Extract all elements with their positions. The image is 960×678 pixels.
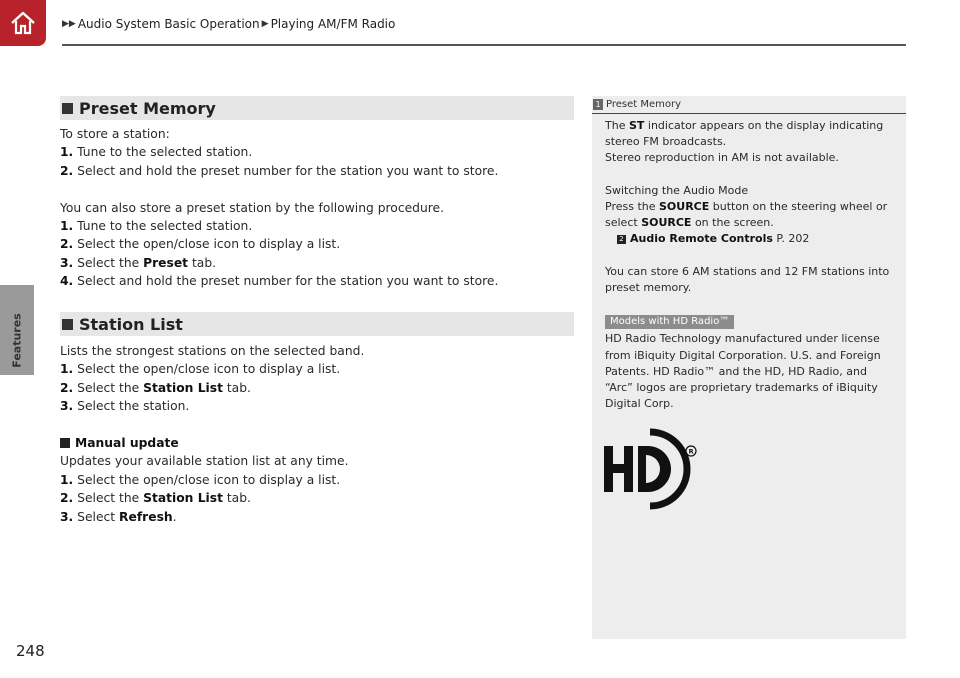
breadcrumb-item-audio-system[interactable]: Audio System Basic Operation — [77, 17, 260, 31]
home-icon — [8, 8, 38, 38]
step-item: 1. Select the open/close icon to display a list. — [60, 362, 341, 377]
section-heading-preset-memory — [60, 96, 574, 120]
note-text: Patents. HD Radio™ and the HD, HD Radio, and — [605, 364, 867, 378]
paragraph: Lists the strongest stations on the selected band. — [60, 344, 365, 358]
square-bullet-icon — [62, 103, 73, 114]
cross-reference-link[interactable]: 2 Audio Remote Controls P. 202 — [605, 231, 900, 247]
breadcrumb-item-am-fm-radio[interactable]: Playing AM/FM Radio — [270, 17, 396, 31]
step-item: 2. Select the Station List tab. — [60, 491, 251, 506]
step-item: 1. Tune to the selected station. — [60, 145, 253, 160]
note-text: Digital Corp. — [605, 397, 674, 411]
section-title: Preset Memory — [79, 98, 216, 118]
header-divider — [62, 44, 906, 46]
section-heading-station-list — [60, 312, 574, 336]
note-text: stereo FM broadcasts. — [605, 135, 727, 149]
step-item: 2. Select and hold the preset number for the station you want to store. — [60, 163, 499, 178]
square-bullet-icon — [60, 438, 70, 448]
note-text: Stereo reproduction in AM is not available. — [605, 151, 839, 165]
note-text: from iBiquity Digital Corporation. U.S. and Foreign — [605, 348, 881, 362]
square-bullet-icon — [62, 319, 73, 330]
breadcrumb — [62, 17, 395, 31]
home-button[interactable] — [0, 0, 46, 46]
step-item: 3. Select the Preset tab. — [60, 255, 217, 270]
breadcrumb-arrow-icon: ▶ — [261, 19, 269, 29]
station-list-body — [60, 342, 580, 526]
note-icon: 1 — [593, 99, 603, 110]
paragraph: Updates your available station list at any time. — [60, 454, 349, 469]
step-item: 1. Select the open/close icon to display a list. — [60, 472, 341, 487]
side-note-body — [605, 118, 900, 412]
side-note-heading: 1 Preset Memory — [592, 96, 906, 114]
svg-text:R: R — [688, 447, 694, 456]
note-text: select SOURCE on the screen. — [605, 216, 774, 230]
step-item: 2. Select the open/close icon to display a list. — [60, 237, 341, 252]
breadcrumb-arrow-icon: ▶▶ — [62, 19, 76, 29]
paragraph: You can also store a preset station by the following procedure. — [60, 200, 445, 215]
note-text: Press the SOURCE button on the steering wheel or — [605, 200, 888, 213]
cross-reference-icon: 2 — [617, 235, 626, 244]
section-title: Station List — [79, 314, 183, 334]
step-item: 4. Select and hold the preset number for the station you want to store. — [60, 274, 499, 289]
preset-memory-body — [60, 125, 580, 291]
note-text: Switching the Audio Mode — [605, 183, 749, 197]
models-badge: Models with HD Radio™ — [605, 315, 734, 329]
note-text: preset memory. — [605, 281, 692, 294]
step-item: 1. Tune to the selected station. — [60, 219, 253, 234]
step-item: 3. Select the station. — [60, 399, 190, 414]
note-text: HD Radio Technology manufactured under license — [605, 332, 880, 346]
hd-radio-logo — [602, 424, 702, 514]
chapter-tab-label: Features — [10, 312, 24, 368]
step-item: 3. Select Refresh. — [60, 509, 177, 524]
note-text: You can store 6 AM stations and 12 FM stations into — [605, 264, 890, 278]
paragraph: To store a station: — [60, 127, 170, 141]
note-text: The ST indicator appears on the display indicating — [605, 119, 884, 132]
page-number: 248 — [16, 642, 45, 660]
subheading-manual-update: Manual update — [60, 434, 580, 452]
step-item: 2. Select the Station List tab. — [60, 380, 251, 395]
note-text: “Arc” logos are proprietary trademarks of iBiquity — [605, 381, 878, 394]
